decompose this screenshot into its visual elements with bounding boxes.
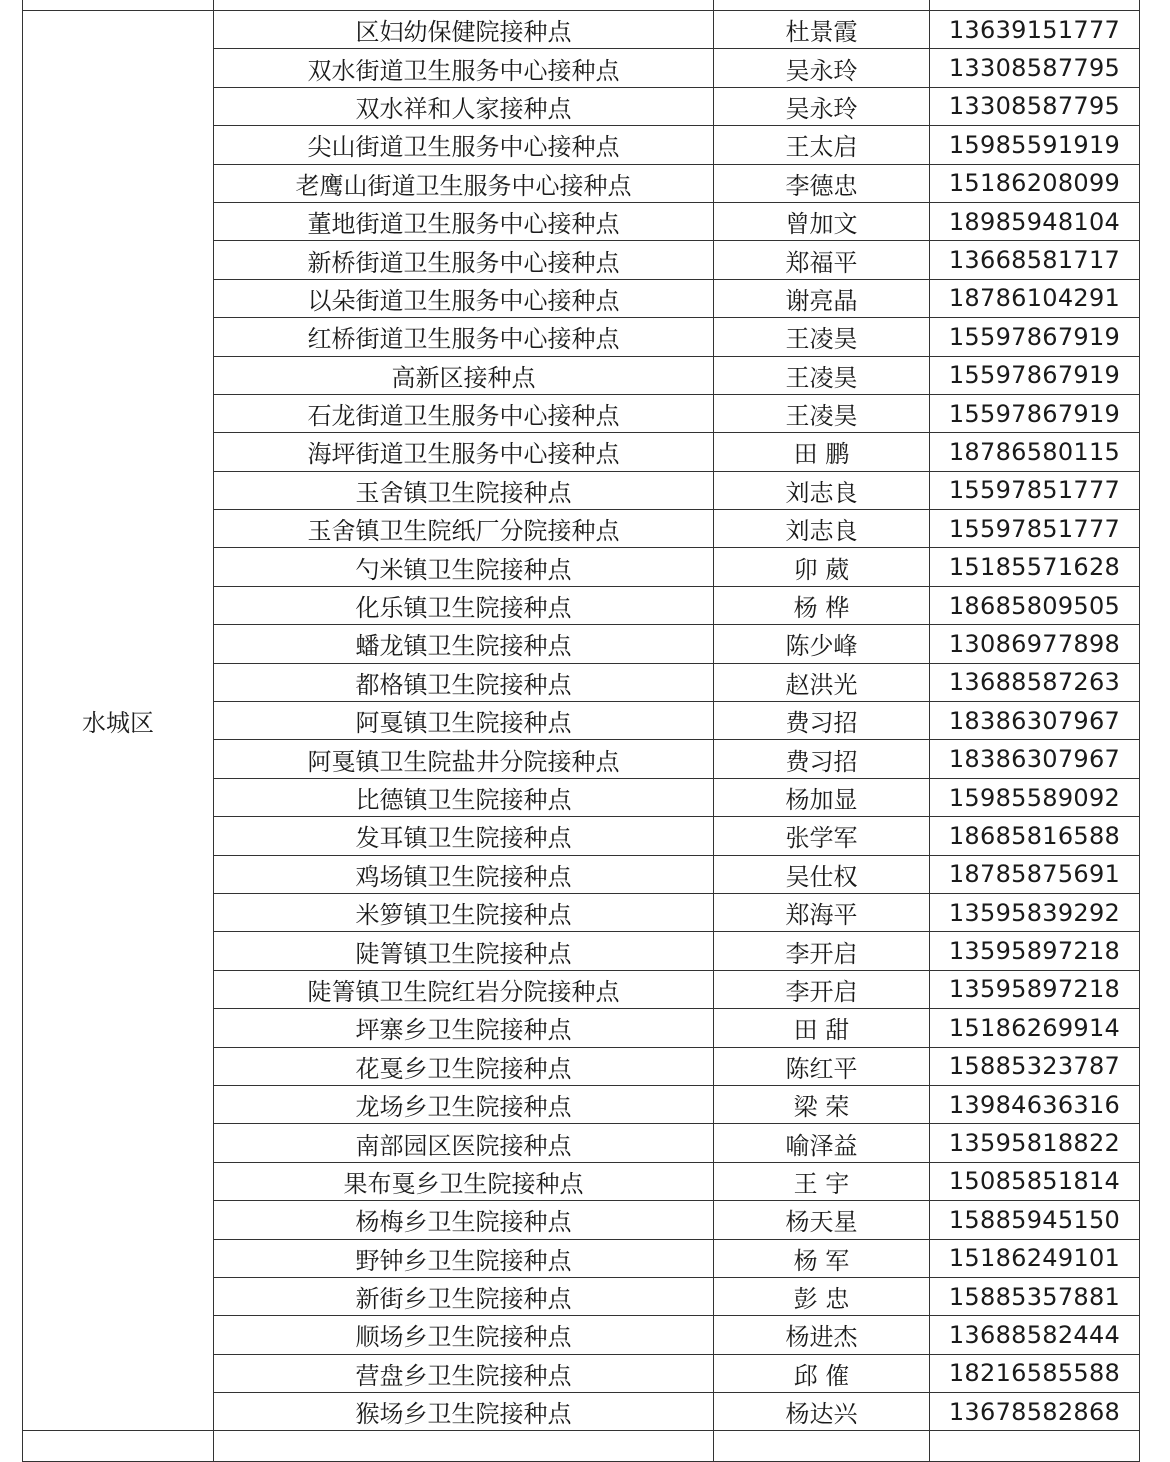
site-cell: 石龙街道卫生服务中心接种点 xyxy=(214,394,714,432)
contact-cell: 张学军 xyxy=(714,817,930,855)
phone-cell: 15186249101 xyxy=(930,1239,1140,1277)
contact-cell: 谢亮晶 xyxy=(714,279,930,317)
phone-cell: 18216585588 xyxy=(930,1354,1140,1392)
contact-cell: 李德忠 xyxy=(714,164,930,202)
site-cell: 花戛乡卫生院接种点 xyxy=(214,1047,714,1085)
contact-cell: 喻泽益 xyxy=(714,1124,930,1162)
phone-cell: 15185571628 xyxy=(930,548,1140,586)
contact-cell: 陈少峰 xyxy=(714,625,930,663)
phone-cell: 15885945150 xyxy=(930,1201,1140,1239)
site-cell: 老鹰山街道卫生服务中心接种点 xyxy=(214,164,714,202)
phone-cell: 13086977898 xyxy=(930,625,1140,663)
contact-cell: 费习招 xyxy=(714,702,930,740)
contact-cell: 梁 荣 xyxy=(714,1085,930,1123)
site-cell: 陡箐镇卫生院红岩分院接种点 xyxy=(214,970,714,1008)
phone-cell: 18785875691 xyxy=(930,855,1140,893)
cell-empty xyxy=(214,0,714,11)
phone-cell: 18985948104 xyxy=(930,202,1140,240)
table-row-cut-top xyxy=(23,0,1140,11)
cell-empty xyxy=(714,1431,930,1462)
contact-cell: 郑海平 xyxy=(714,893,930,931)
site-cell: 玉舍镇卫生院接种点 xyxy=(214,471,714,509)
phone-cell: 15885357881 xyxy=(930,1277,1140,1315)
cell-empty xyxy=(930,0,1140,11)
contact-cell: 杨加显 xyxy=(714,778,930,816)
site-cell: 龙场乡卫生院接种点 xyxy=(214,1085,714,1123)
contact-cell: 杨进杰 xyxy=(714,1316,930,1354)
phone-cell: 15085851814 xyxy=(930,1162,1140,1200)
site-cell: 双水祥和人家接种点 xyxy=(214,87,714,125)
site-cell: 红桥街道卫生服务中心接种点 xyxy=(214,318,714,356)
site-cell: 玉舍镇卫生院纸厂分院接种点 xyxy=(214,510,714,548)
contact-cell: 邱 傕 xyxy=(714,1354,930,1392)
contact-cell: 吴仕权 xyxy=(714,855,930,893)
phone-cell: 13595897218 xyxy=(930,932,1140,970)
site-cell: 野钟乡卫生院接种点 xyxy=(214,1239,714,1277)
contact-cell: 曾加文 xyxy=(714,202,930,240)
phone-cell: 13595839292 xyxy=(930,893,1140,931)
contact-cell: 王凌昊 xyxy=(714,356,930,394)
phone-cell: 18685816588 xyxy=(930,817,1140,855)
site-cell: 勺米镇卫生院接种点 xyxy=(214,548,714,586)
phone-cell: 13308587795 xyxy=(930,49,1140,87)
cell-empty xyxy=(714,0,930,11)
site-cell: 区妇幼保健院接种点 xyxy=(214,11,714,49)
phone-cell: 15597851777 xyxy=(930,510,1140,548)
site-cell: 陡箐镇卫生院接种点 xyxy=(214,932,714,970)
contact-cell: 吴永玲 xyxy=(714,49,930,87)
cell-empty xyxy=(930,1431,1140,1462)
phone-cell: 15597867919 xyxy=(930,394,1140,432)
site-cell: 蟠龙镇卫生院接种点 xyxy=(214,625,714,663)
phone-cell: 15885323787 xyxy=(930,1047,1140,1085)
site-cell: 比德镇卫生院接种点 xyxy=(214,778,714,816)
contact-cell: 杨达兴 xyxy=(714,1393,930,1431)
cell-empty xyxy=(23,1431,214,1462)
site-cell: 化乐镇卫生院接种点 xyxy=(214,586,714,624)
contact-cell: 王凌昊 xyxy=(714,394,930,432)
phone-cell: 13668581717 xyxy=(930,241,1140,279)
phone-cell: 13678582868 xyxy=(930,1393,1140,1431)
contact-cell: 卯 葳 xyxy=(714,548,930,586)
contact-cell: 李开启 xyxy=(714,970,930,1008)
contact-cell: 田 鹏 xyxy=(714,433,930,471)
contact-cell: 陈红平 xyxy=(714,1047,930,1085)
phone-cell: 15597867919 xyxy=(930,318,1140,356)
contact-cell: 吴永玲 xyxy=(714,87,930,125)
site-cell: 坪寨乡卫生院接种点 xyxy=(214,1009,714,1047)
phone-cell: 18786580115 xyxy=(930,433,1140,471)
contact-cell: 杨天星 xyxy=(714,1201,930,1239)
phone-cell: 13639151777 xyxy=(930,11,1140,49)
phone-cell: 15597851777 xyxy=(930,471,1140,509)
contact-cell: 费习招 xyxy=(714,740,930,778)
site-cell: 阿戛镇卫生院接种点 xyxy=(214,702,714,740)
site-cell: 猴场乡卫生院接种点 xyxy=(214,1393,714,1431)
table-row xyxy=(23,11,1140,49)
contact-cell: 彭 忠 xyxy=(714,1277,930,1315)
site-cell: 以朵街道卫生服务中心接种点 xyxy=(214,279,714,317)
phone-cell: 15186208099 xyxy=(930,164,1140,202)
phone-cell: 18386307967 xyxy=(930,702,1140,740)
site-cell: 新街乡卫生院接种点 xyxy=(214,1277,714,1315)
site-cell: 海坪街道卫生服务中心接种点 xyxy=(214,433,714,471)
phone-cell: 13595818822 xyxy=(930,1124,1140,1162)
site-cell: 尖山街道卫生服务中心接种点 xyxy=(214,126,714,164)
contact-cell: 赵洪光 xyxy=(714,663,930,701)
table-body xyxy=(23,0,1140,1462)
site-cell: 米箩镇卫生院接种点 xyxy=(214,893,714,931)
contact-cell: 刘志良 xyxy=(714,471,930,509)
cell-empty xyxy=(23,0,214,11)
site-cell: 营盘乡卫生院接种点 xyxy=(214,1354,714,1392)
contact-cell: 杜景霞 xyxy=(714,11,930,49)
phone-cell: 13308587795 xyxy=(930,87,1140,125)
phone-cell: 18685809505 xyxy=(930,586,1140,624)
contact-cell: 田 甜 xyxy=(714,1009,930,1047)
site-cell: 高新区接种点 xyxy=(214,356,714,394)
site-cell: 双水街道卫生服务中心接种点 xyxy=(214,49,714,87)
district-cell: 水城区 xyxy=(23,11,214,1431)
site-cell: 阿戛镇卫生院盐井分院接种点 xyxy=(214,740,714,778)
table-row-cut-bottom xyxy=(23,1431,1140,1462)
site-cell: 南部园区医院接种点 xyxy=(214,1124,714,1162)
site-cell: 董地街道卫生服务中心接种点 xyxy=(214,202,714,240)
site-cell: 新桥街道卫生服务中心接种点 xyxy=(214,241,714,279)
contact-cell: 李开启 xyxy=(714,932,930,970)
phone-cell: 15985589092 xyxy=(930,778,1140,816)
phone-cell: 15985591919 xyxy=(930,126,1140,164)
site-cell: 杨梅乡卫生院接种点 xyxy=(214,1201,714,1239)
phone-cell: 15597867919 xyxy=(930,356,1140,394)
phone-cell: 13688582444 xyxy=(930,1316,1140,1354)
phone-cell: 15186269914 xyxy=(930,1009,1140,1047)
contact-cell: 刘志良 xyxy=(714,510,930,548)
site-cell: 果布戛乡卫生院接种点 xyxy=(214,1162,714,1200)
phone-cell: 13984636316 xyxy=(930,1085,1140,1123)
site-cell: 发耳镇卫生院接种点 xyxy=(214,817,714,855)
contact-cell: 杨 桦 xyxy=(714,586,930,624)
site-cell: 顺场乡卫生院接种点 xyxy=(214,1316,714,1354)
contact-cell: 王 宇 xyxy=(714,1162,930,1200)
phone-cell: 18786104291 xyxy=(930,279,1140,317)
phone-cell: 13595897218 xyxy=(930,970,1140,1008)
contact-cell: 郑福平 xyxy=(714,241,930,279)
contact-cell: 王太启 xyxy=(714,126,930,164)
contact-cell: 杨 军 xyxy=(714,1239,930,1277)
cell-empty xyxy=(214,1431,714,1462)
site-cell: 都格镇卫生院接种点 xyxy=(214,663,714,701)
vaccination-site-table xyxy=(22,0,1140,1462)
site-cell: 鸡场镇卫生院接种点 xyxy=(214,855,714,893)
phone-cell: 13688587263 xyxy=(930,663,1140,701)
contact-cell: 王凌昊 xyxy=(714,318,930,356)
phone-cell: 18386307967 xyxy=(930,740,1140,778)
